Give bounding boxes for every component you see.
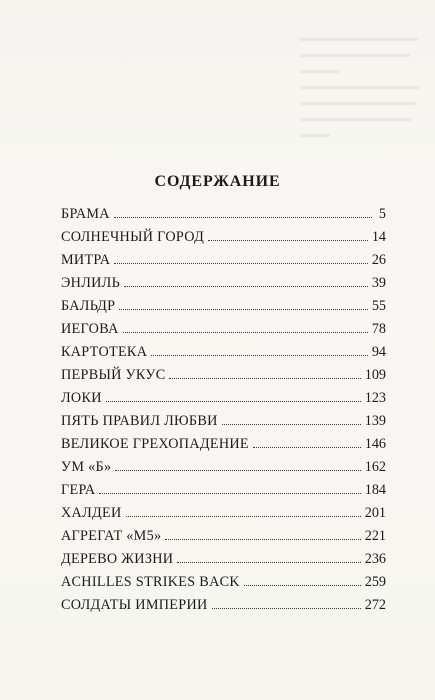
dot-leader [165, 539, 360, 540]
toc-entry [61, 318, 386, 341]
toc-entry-title: ДЕРЕВО ЖИЗНИ [61, 551, 174, 567]
toc-entry [61, 226, 386, 249]
toc-page-number: 272 [364, 597, 386, 613]
dot-leader [169, 378, 360, 379]
toc-page-number: 78 [371, 321, 386, 337]
toc-entry-title: МИТРА [61, 252, 111, 268]
dot-leader [208, 240, 368, 241]
toc-entry-title: ИЕГОВА [61, 321, 119, 337]
toc-page-number: 259 [364, 574, 386, 590]
toc-entry [61, 249, 386, 272]
toc-entry-title: ПЯТЬ ПРАВИЛ ЛЮБВИ [61, 413, 218, 429]
toc-entry [61, 479, 386, 502]
toc-entry-title: СОЛНЕЧНЫЙ ГОРОД [61, 229, 205, 245]
dot-leader [244, 585, 361, 586]
toc-entry-title: СОЛДАТЫ ИМПЕРИИ [61, 597, 208, 613]
dot-leader [106, 401, 361, 402]
toc-entry [61, 456, 386, 479]
dot-leader [99, 493, 360, 494]
dot-leader [124, 286, 368, 287]
table-of-contents [61, 203, 386, 617]
toc-page-number: 162 [364, 459, 386, 475]
dot-leader [119, 309, 368, 310]
toc-entry-title: УМ «Б» [61, 459, 112, 475]
dot-leader [114, 217, 372, 218]
dot-leader [123, 332, 368, 333]
toc-page-number: 201 [364, 505, 386, 521]
toc-page-number: 39 [371, 275, 386, 291]
toc-entry [61, 548, 386, 571]
toc-entry-title: БАЛЬДР [61, 298, 116, 314]
toc-entry-title: БРАМА [61, 206, 110, 222]
toc-entry-title: ЛОКИ [61, 390, 102, 406]
toc-page-number: 55 [371, 298, 386, 314]
toc-entry [61, 502, 386, 525]
toc-entry [61, 341, 386, 364]
toc-page-number: 221 [364, 528, 386, 544]
toc-entry [61, 525, 386, 548]
show-through-text [300, 38, 420, 150]
toc-entry [61, 571, 386, 594]
dot-leader [126, 516, 361, 517]
toc-entry-title: ЭНЛИЛЬ [61, 275, 121, 291]
toc-page-number: 5 [378, 206, 386, 222]
toc-page-number: 139 [364, 413, 386, 429]
toc-entry-title: ПЕРВЫЙ УКУС [61, 367, 166, 383]
toc-entry [61, 272, 386, 295]
toc-entry-title: ХАЛДЕИ [61, 505, 122, 521]
toc-entry [61, 433, 386, 456]
dot-leader [177, 562, 360, 563]
toc-entry-title: КАРТОТЕКА [61, 344, 148, 360]
toc-entry [61, 387, 386, 410]
toc-page-number: 109 [364, 367, 386, 383]
toc-entry [61, 364, 386, 387]
dot-leader [212, 608, 361, 609]
page-title: СОДЕРЖАНИЕ [154, 173, 281, 190]
toc-entry [61, 203, 386, 226]
toc-entry [61, 594, 386, 617]
dot-leader [114, 263, 367, 264]
toc-entry-title: АГРЕГАТ «М5» [61, 528, 162, 544]
toc-entry-title: ГЕРА [61, 482, 96, 498]
dot-leader [151, 355, 368, 356]
dot-leader [222, 424, 361, 425]
toc-page-number: 184 [364, 482, 386, 498]
dot-leader [253, 447, 361, 448]
dot-leader [115, 470, 360, 471]
toc-page-number: 146 [364, 436, 386, 452]
toc-entry-title: ВЕЛИКОЕ ГРЕХОПАДЕНИЕ [61, 436, 249, 452]
toc-page-number: 26 [371, 252, 386, 268]
toc-entry [61, 295, 386, 318]
toc-page-number: 236 [364, 551, 386, 567]
toc-page-number: 123 [364, 390, 386, 406]
toc-entry-title: ACHILLES STRIKES BACK [61, 574, 240, 590]
toc-entry [61, 410, 386, 433]
toc-page-number: 14 [371, 229, 386, 245]
toc-page-number: 94 [371, 344, 386, 360]
